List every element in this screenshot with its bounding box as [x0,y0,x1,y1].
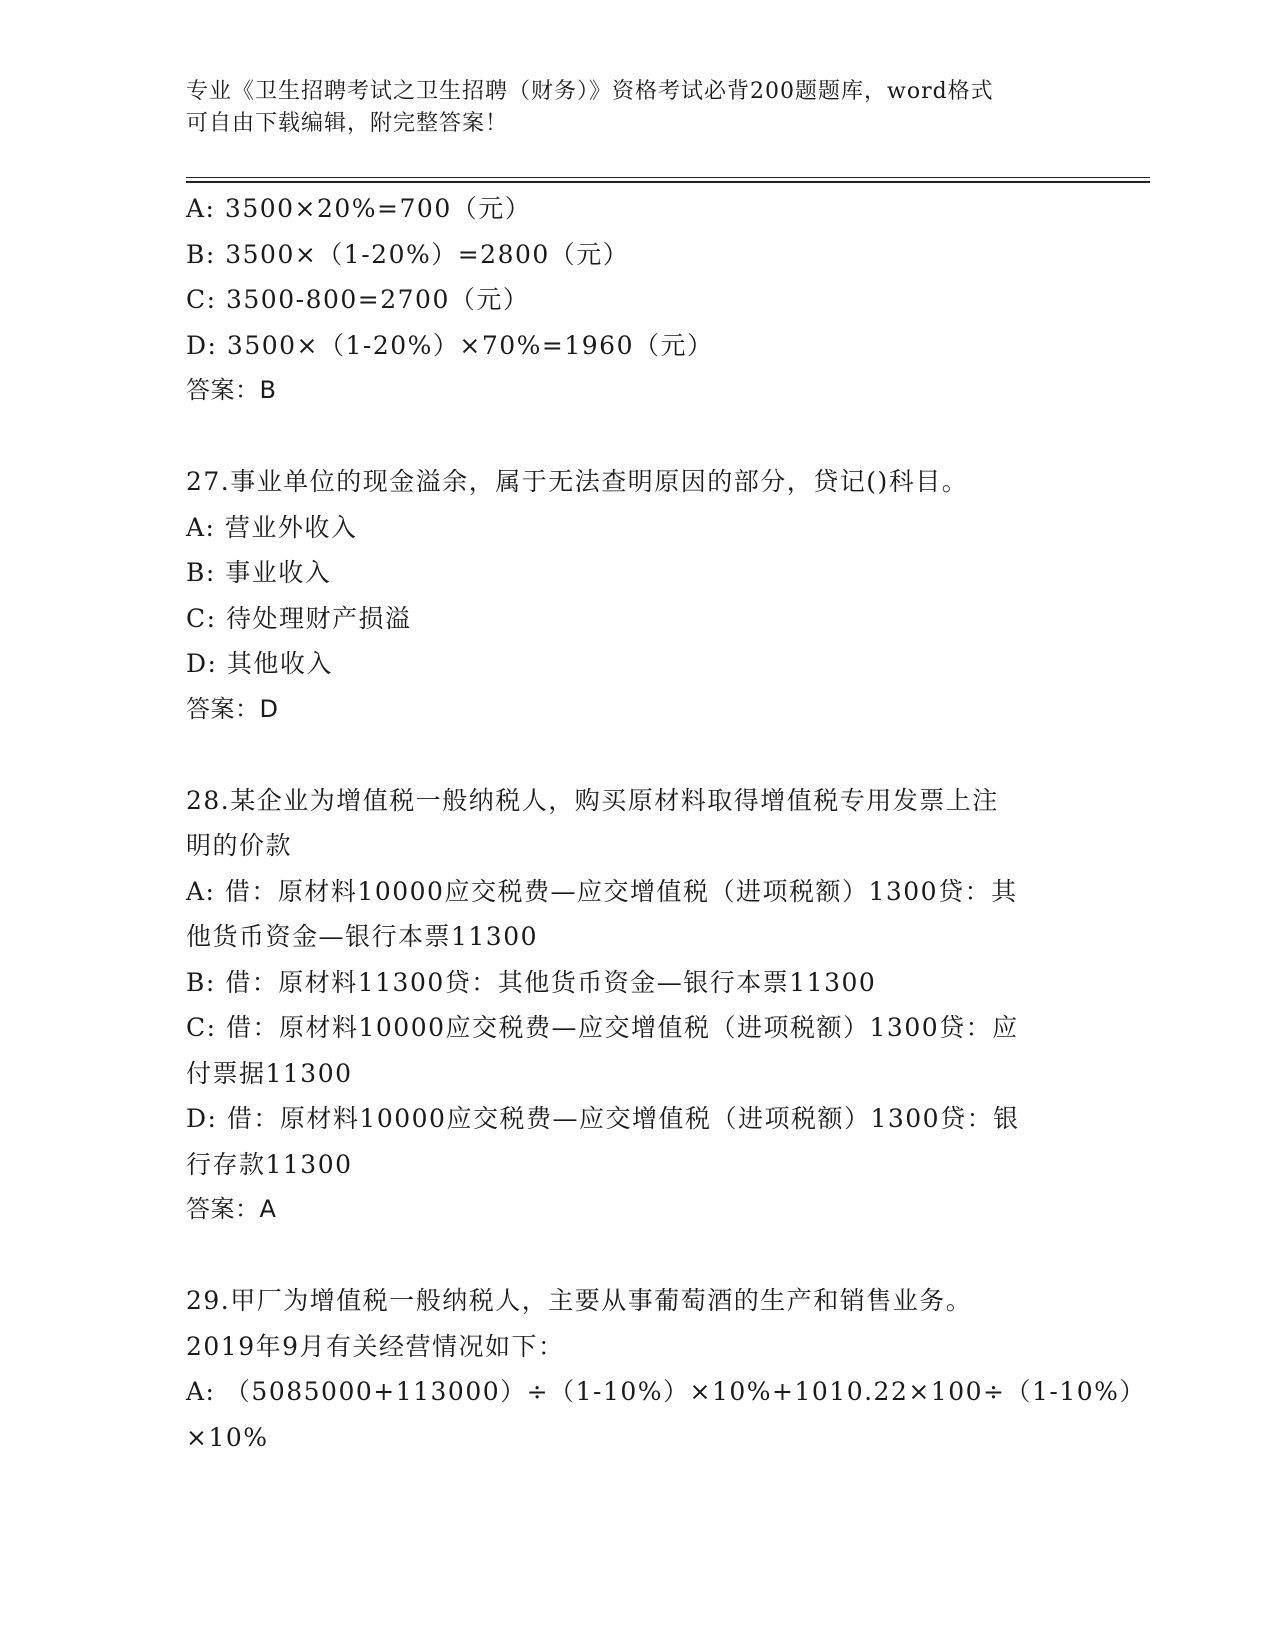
answer: 答案：B [186,376,277,404]
option-c: C: 3500-800=2700（元） [186,285,530,314]
answer: 答案：A [186,1195,277,1223]
question-text-line-2: 明的价款 [186,831,293,860]
question-text-line-2: 2019年9月有关经营情况如下： [186,1331,565,1361]
answer: 答案：D [186,694,279,723]
option-a-line-1: A: （5085000+113000）÷（1-10%）×10%+1010.22×100÷（1-10%） [186,1377,1146,1406]
question-list [186,186,1146,1460]
question-text: 27.事业单位的现金溢余，属于无法查明原因的部分，贷记()科目。 [186,467,969,496]
spacer [186,732,1086,778]
option-a: A: 3500×20%=700（元） [186,194,532,223]
question-28 [186,778,1086,1233]
question-29 [186,1278,1146,1460]
option-d: D: 其他收入 [186,649,333,678]
option-d: D: 3500×（1-20%）×70%=1960（元） [186,330,714,360]
option-c-line-1: C: 借：原材料10000应交税费—应交增值税（进项税额）1300贷：应 [186,1013,1019,1042]
question-text-line-1: 29.甲厂为增值税一般纳税人，主要从事葡萄酒的生产和销售业务。 [186,1286,973,1315]
question-26 [186,186,1086,414]
header-divider-thick [186,181,1150,183]
option-b: B: 3500×（1-20%）=2800（元） [186,239,630,269]
question-27 [186,459,1086,732]
spacer [186,414,1086,460]
header-title-line-2: 可自由下载编辑，附完整答案！ [186,111,509,136]
header-divider-thin [186,177,1150,178]
option-a: A: 营业外收入 [186,512,358,542]
spacer [186,1233,1086,1279]
option-d-line-2: 行存款11300 [186,1149,353,1179]
option-a-line-2: ×10% [186,1422,269,1452]
document-header [186,76,1066,140]
option-b: B: 事业收入 [186,558,332,587]
option-c-line-2: 付票据11300 [186,1058,353,1088]
option-a-line-1: A: 借：原材料10000应交税费—应交增值税（进项税额）1300贷：其 [186,876,1018,906]
option-a-line-2: 他货币资金—银行本票11300 [186,922,539,951]
option-b: B: 借：原材料11300贷：其他货币资金—银行本票11300 [186,967,877,997]
header-title-line-1: 专业《卫生招聘考试之卫生招聘（财务）》资格考试必背200题题库，word格式 [186,79,994,104]
option-c: C: 待处理财产损溢 [186,603,412,633]
question-text-line-1: 28.某企业为增值税一般纳税人，购买原材料取得增值税专用发票上注 [186,785,999,815]
option-d-line-1: D: 借：原材料10000应交税费—应交增值税（进项税额）1300贷：银 [186,1104,1020,1133]
